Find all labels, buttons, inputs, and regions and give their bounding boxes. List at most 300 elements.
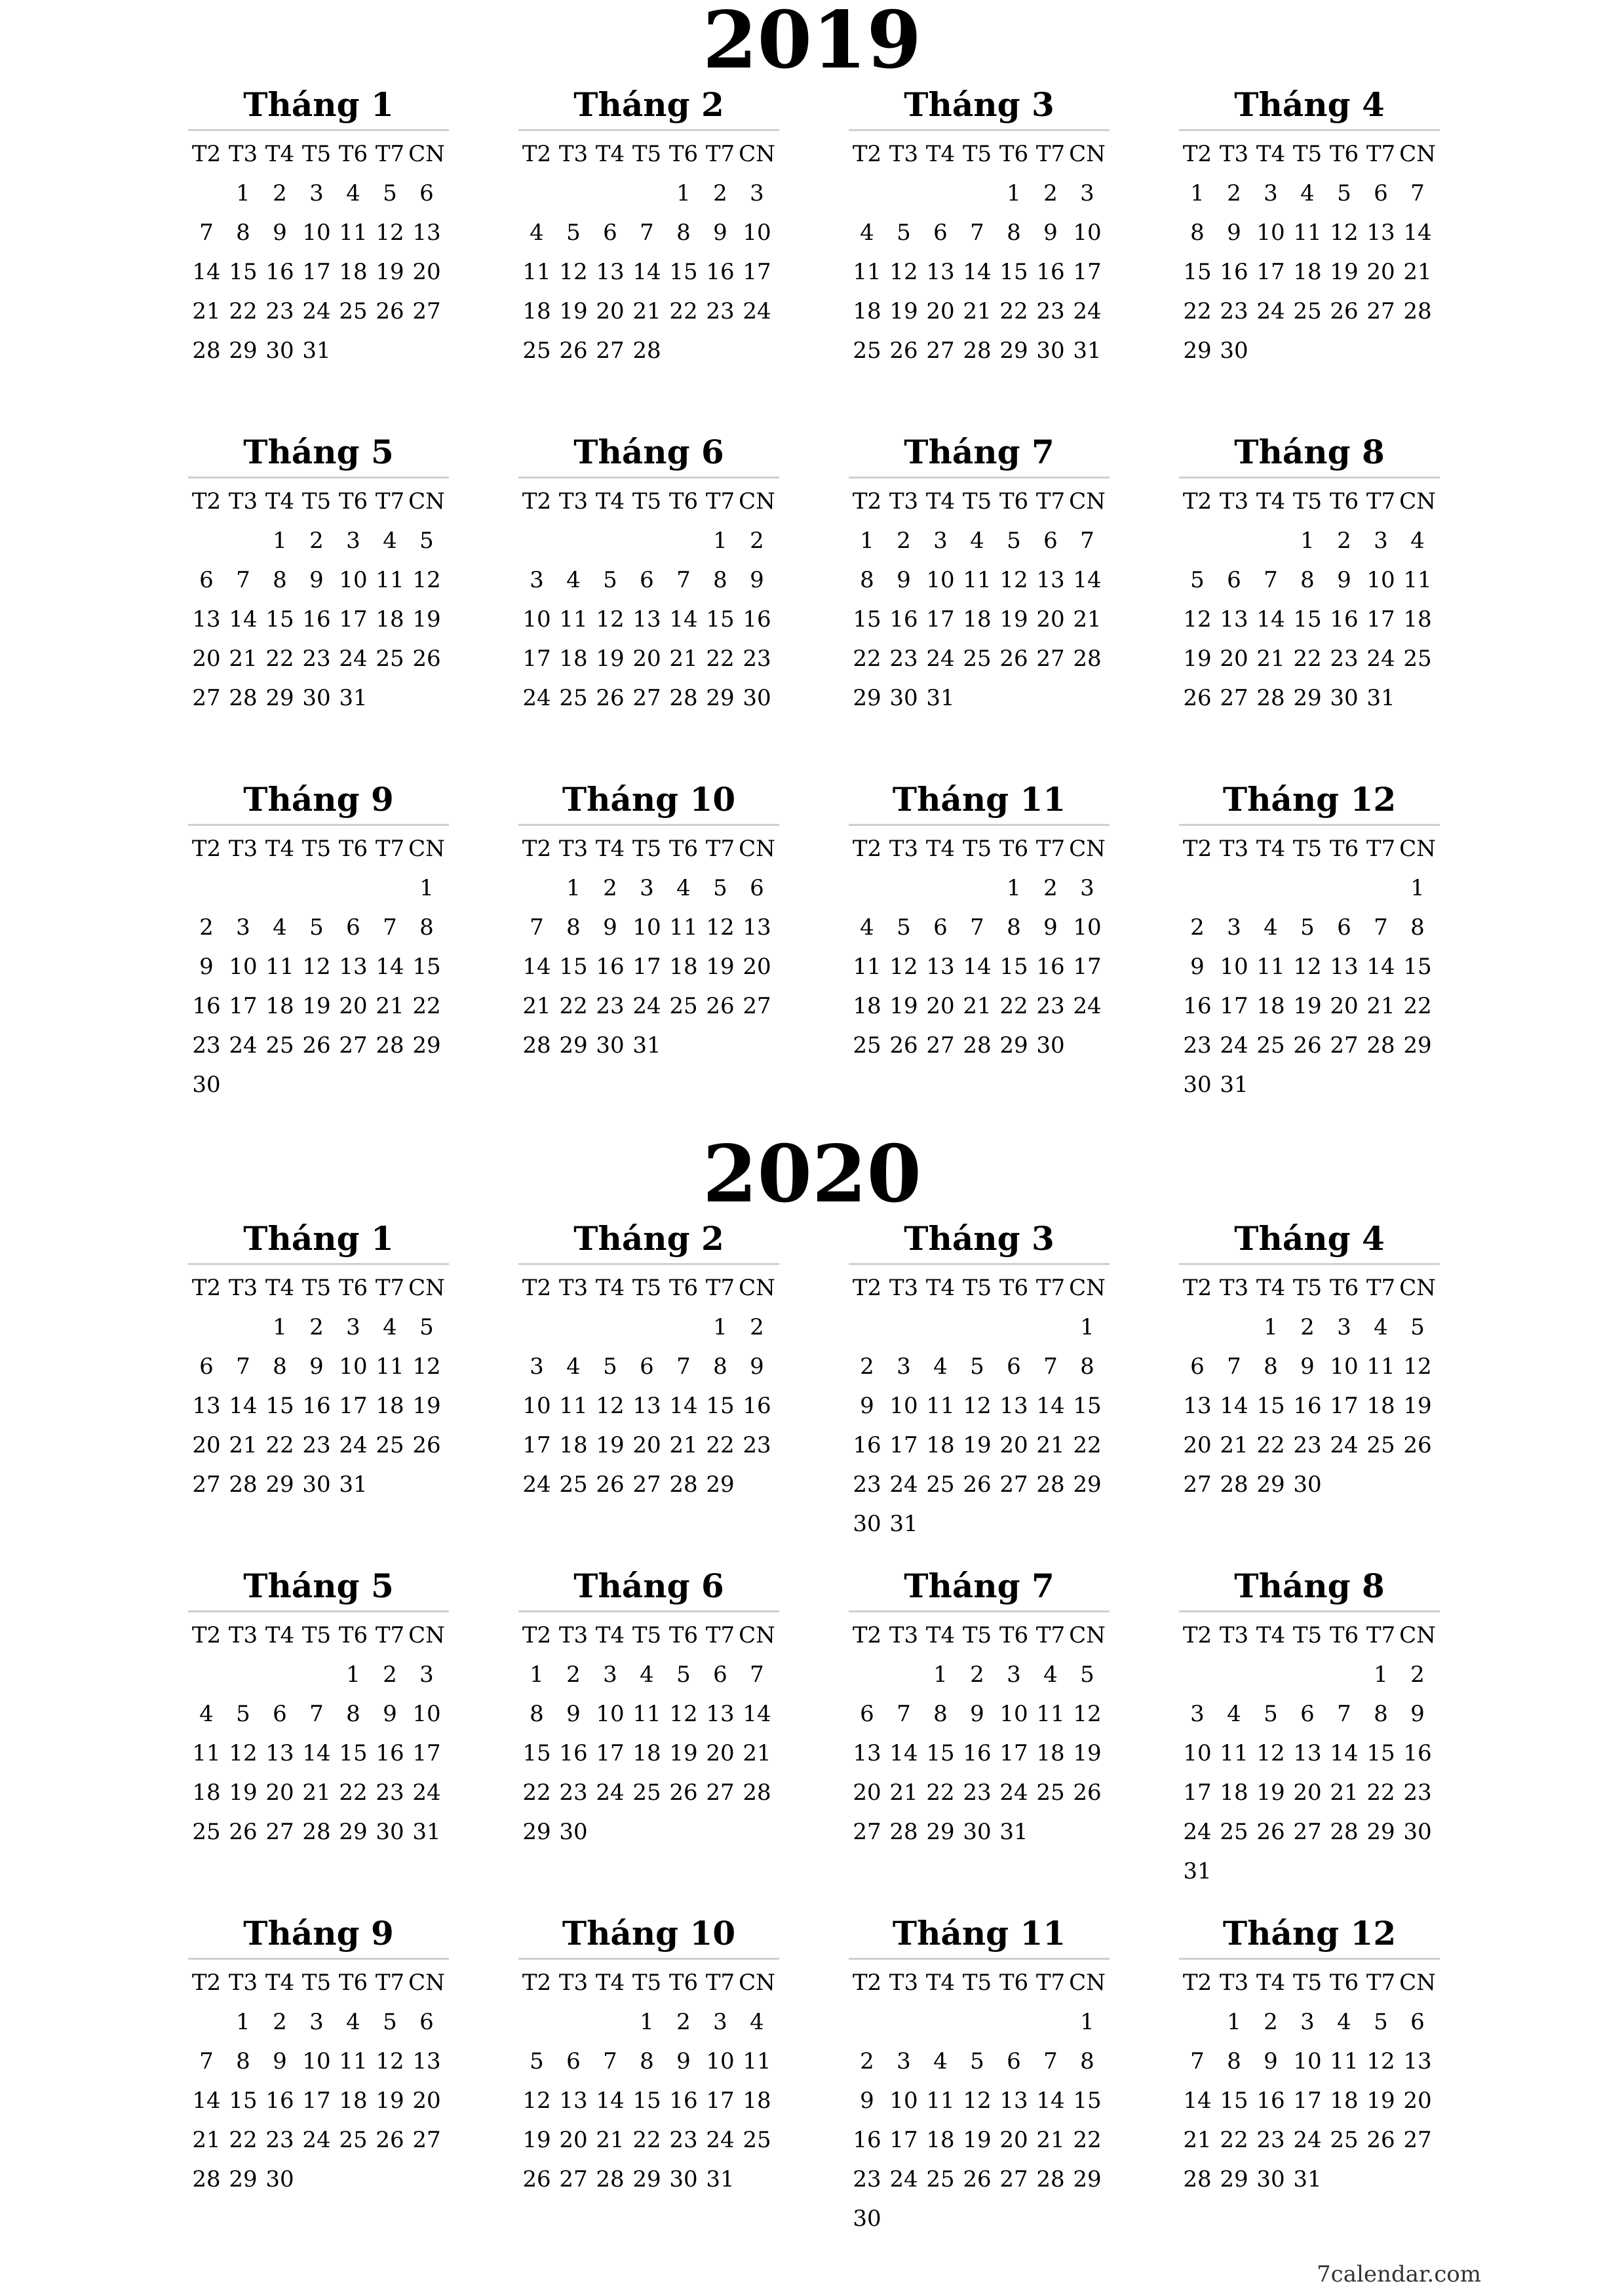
day-cell: 27 [1330,1032,1359,1059]
day-cell: 17 [1183,1780,1212,1806]
day-cell: 8 [273,1353,287,1380]
day-cell: 27 [706,1780,735,1806]
day-cell: 12 [963,1393,992,1419]
weekday-label: T4 [1256,836,1286,862]
weekday-label: T5 [1292,1970,1323,1996]
month-block [849,1219,1110,1537]
day-cell: 20 [596,298,625,324]
day-cell: 17 [926,606,955,632]
day-cell: 7 [970,220,984,246]
day-cell: 27 [999,2166,1028,2192]
day-cell: 28 [1366,1032,1395,1059]
weekday-label: T7 [705,1275,735,1301]
day-cell: 22 [706,646,735,672]
day-cell: 18 [559,646,588,672]
day-cell: 12 [1256,1740,1285,1766]
day-cell: 31 [302,338,331,364]
day-cell: 8 [1190,220,1205,246]
day-cell: 4 [383,528,397,554]
month-divider [1179,824,1440,826]
day-cell: 4 [860,914,874,941]
weekday-label: T4 [925,1622,956,1648]
day-cell: 2 [713,180,727,206]
day-cell: 6 [640,1353,654,1380]
day-cell: 1 [640,2009,654,2035]
day-cell: 13 [999,2088,1028,2114]
day-cell: 5 [1190,567,1205,593]
day-cell: 21 [192,2127,221,2153]
day-cell: 29 [1256,1471,1285,1498]
day-cell: 17 [889,2127,918,2153]
day-cell: 1 [346,1662,360,1688]
weekday-label: T6 [999,836,1029,862]
day-cell: 10 [926,567,955,593]
day-cell: 1 [530,1662,544,1688]
day-cell: 8 [1300,567,1315,593]
day-cell: 5 [236,1701,250,1727]
day-cell: 26 [1366,2127,1395,2153]
day-cell: 23 [706,298,735,324]
day-cell: 29 [632,2166,661,2192]
day-cell: 3 [1080,875,1094,901]
weekday-label: CN [1069,836,1106,862]
day-cell: 26 [596,1471,625,1498]
day-cell: 14 [1073,567,1102,593]
day-cell: 24 [522,1471,551,1498]
day-cell: 7 [750,1662,764,1688]
day-cell: 15 [1073,2088,1102,2114]
day-cell: 5 [897,914,911,941]
day-cell: 30 [302,685,331,711]
day-cell: 11 [559,1393,588,1419]
day-cell: 5 [970,1353,984,1380]
day-cell: 29 [1293,685,1322,711]
day-cell: 31 [1183,1858,1212,1884]
weekday-label: T3 [228,1622,258,1648]
weekday-label: T2 [522,488,552,515]
weekday-label: T5 [301,1622,332,1648]
day-cell: 15 [229,2088,258,2114]
day-cell: 2 [1227,180,1241,206]
weekday-label: T3 [889,836,919,862]
day-cell: 31 [339,1471,368,1498]
day-cell: 19 [1403,1393,1432,1419]
day-cell: 19 [963,2127,992,2153]
month-name: Tháng 11 [892,780,1066,819]
day-cell: 19 [412,606,441,632]
day-cell: 16 [669,2088,698,2114]
weekday-label: T6 [668,1275,699,1301]
month-block [518,1219,779,1524]
day-cell: 7 [1190,2048,1205,2074]
day-cell: 11 [1293,220,1322,246]
day-cell: 13 [412,220,441,246]
month-divider [1179,129,1440,131]
day-cell: 19 [1073,1740,1102,1766]
day-cell: 12 [669,1701,698,1727]
day-cell: 23 [889,646,918,672]
day-cell: 7 [236,567,250,593]
day-cell: 24 [1073,993,1102,1019]
day-cell: 11 [376,1353,404,1380]
weekday-label: T6 [668,836,699,862]
weekday-label: T6 [668,141,699,167]
weekday-label: T5 [962,1275,992,1301]
weekday-label: T7 [1366,1275,1396,1301]
day-cell: 19 [1330,259,1359,285]
month-divider [849,1610,1110,1612]
day-cell: 27 [632,1471,661,1498]
day-cell: 14 [192,2088,221,2114]
day-cell: 14 [1256,606,1285,632]
day-cell: 26 [999,646,1028,672]
weekday-label: T4 [595,836,625,862]
day-cell: 10 [302,220,331,246]
weekday-label: T6 [338,1275,368,1301]
day-cell: 17 [632,954,661,980]
weekday-label: T2 [1182,836,1212,862]
day-cell: 10 [412,1701,441,1727]
day-cell: 13 [412,2048,441,2074]
day-cell: 14 [192,259,221,285]
day-cell: 31 [1366,685,1395,711]
day-cell: 23 [853,2166,881,2192]
weekday-label: T2 [522,141,552,167]
day-cell: 20 [265,1780,294,1806]
weekday-label: T3 [228,141,258,167]
day-cell: 4 [860,220,874,246]
day-cell: 27 [339,1032,368,1059]
day-cell: 27 [559,2166,588,2192]
weekday-label: T6 [1329,141,1359,167]
weekday-label: T2 [522,836,552,862]
day-cell: 15 [559,954,588,980]
day-cell: 22 [999,993,1028,1019]
month-name: Tháng 7 [904,433,1054,471]
day-cell: 16 [192,993,221,1019]
weekday-label: CN [1069,141,1106,167]
day-cell: 3 [309,180,324,206]
day-cell: 26 [1256,1819,1285,1845]
day-cell: 21 [632,298,661,324]
day-cell: 18 [376,606,404,632]
day-cell: 25 [743,2127,771,2153]
day-cell: 2 [1043,875,1058,901]
day-cell: 24 [302,2127,331,2153]
day-cell: 30 [376,1819,404,1845]
day-cell: 31 [706,2166,735,2192]
weekday-label: T7 [375,1970,405,1996]
day-cell: 14 [669,606,698,632]
weekday-label: T7 [1035,1622,1066,1648]
day-cell: 12 [376,2048,404,2074]
day-cell: 5 [383,180,397,206]
month-name: Tháng 10 [562,1914,736,1953]
weekday-label: T7 [1366,141,1396,167]
day-cell: 5 [419,1314,434,1340]
day-cell: 22 [1293,646,1322,672]
day-cell: 29 [229,2166,258,2192]
day-cell: 3 [1007,1662,1021,1688]
day-cell: 11 [669,914,698,941]
day-cell: 26 [302,1032,331,1059]
day-cell: 28 [743,1780,771,1806]
day-cell: 7 [1337,1701,1351,1727]
day-cell: 22 [1220,2127,1248,2153]
day-cell: 24 [706,2127,735,2153]
year-title: 2020 [703,1128,921,1220]
day-cell: 16 [1256,2088,1285,2114]
day-cell: 12 [999,567,1028,593]
day-cell: 4 [1337,2009,1351,2035]
day-cell: 16 [963,1740,992,1766]
weekday-label: T7 [1366,1622,1396,1648]
day-cell: 3 [236,914,250,941]
weekday-label: T4 [265,488,295,515]
month-divider [188,477,449,478]
day-cell: 4 [933,1353,948,1380]
weekday-label: CN [739,1622,775,1648]
day-cell: 2 [676,2009,691,2035]
month-block [1179,85,1440,390]
day-cell: 16 [1220,259,1248,285]
day-cell: 7 [199,2048,214,2074]
day-cell: 14 [1183,2088,1212,2114]
day-cell: 8 [419,914,434,941]
day-cell: 25 [1293,298,1322,324]
day-cell: 8 [1227,2048,1241,2074]
month-divider [518,1958,779,1960]
day-cell: 8 [713,567,727,593]
day-cell: 10 [743,220,771,246]
day-cell: 11 [963,567,992,593]
day-cell: 7 [530,914,544,941]
month-name: Tháng 12 [1222,780,1397,819]
day-cell: 25 [339,298,368,324]
day-cell: 10 [1366,567,1395,593]
weekday-label: T6 [999,141,1029,167]
day-cell: 7 [1264,567,1278,593]
day-cell: 15 [412,954,441,980]
day-cell: 18 [376,1393,404,1419]
day-cell: 28 [229,685,258,711]
day-cell: 14 [963,954,992,980]
day-cell: 3 [750,180,764,206]
month-divider [849,477,1110,478]
day-cell: 7 [383,914,397,941]
day-cell: 13 [999,1393,1028,1419]
day-cell: 17 [1220,993,1248,1019]
weekday-label: CN [408,1970,445,1996]
day-cell: 16 [1036,954,1065,980]
day-cell: 26 [522,2166,551,2192]
day-cell: 19 [229,1780,258,1806]
day-cell: 9 [1410,1701,1425,1727]
weekday-label: CN [739,488,775,515]
day-cell: 23 [192,1032,221,1059]
day-cell: 10 [1073,220,1102,246]
day-cell: 25 [192,1819,221,1845]
day-cell: 13 [1036,567,1065,593]
day-cell: 7 [1080,528,1094,554]
day-cell: 30 [265,338,294,364]
day-cell: 12 [1366,2048,1395,2074]
weekday-label: T3 [889,488,919,515]
day-cell: 15 [999,954,1028,980]
day-cell: 4 [530,220,544,246]
day-cell: 16 [743,1393,771,1419]
day-cell: 12 [376,220,404,246]
day-cell: 24 [1220,1032,1248,1059]
day-cell: 29 [265,1471,294,1498]
weekday-label: T2 [852,488,882,515]
day-cell: 14 [1036,1393,1065,1419]
day-cell: 5 [419,528,434,554]
month-divider [518,1610,779,1612]
day-cell: 2 [1410,1662,1425,1688]
day-cell: 16 [706,259,735,285]
weekday-label: T3 [228,1275,258,1301]
weekday-label: CN [1069,1275,1106,1301]
day-cell: 8 [530,1701,544,1727]
day-cell: 28 [1073,646,1102,672]
day-cell: 30 [889,685,918,711]
day-cell: 25 [376,646,404,672]
day-cell: 4 [1374,1314,1388,1340]
day-cell: 8 [346,1701,360,1727]
day-cell: 14 [1036,2088,1065,2114]
day-cell: 9 [309,567,324,593]
day-cell: 2 [750,528,764,554]
day-cell: 11 [1330,2048,1359,2074]
day-cell: 18 [1256,993,1285,1019]
day-cell: 24 [999,1780,1028,1806]
day-cell: 31 [1293,2166,1322,2192]
day-cell: 6 [1043,528,1058,554]
day-cell: 6 [419,180,434,206]
weekday-label: T5 [962,488,992,515]
day-cell: 6 [640,567,654,593]
day-cell: 16 [1330,606,1359,632]
month-name: Tháng 2 [573,85,724,124]
month-name: Tháng 11 [892,1914,1066,1953]
day-cell: 18 [522,298,551,324]
day-cell: 6 [199,567,214,593]
weekday-label: T6 [999,1275,1029,1301]
month-block [518,780,779,1085]
day-cell: 13 [1366,220,1395,246]
day-cell: 3 [640,875,654,901]
weekday-label: T3 [1219,1275,1249,1301]
day-cell: 20 [1403,2088,1432,2114]
day-cell: 11 [1403,567,1432,593]
weekday-label: T5 [301,488,332,515]
day-cell: 11 [339,2048,368,2074]
day-cell: 1 [1190,180,1205,206]
day-cell: 20 [1036,606,1065,632]
weekday-label: T7 [705,1622,735,1648]
day-cell: 22 [1183,298,1212,324]
day-cell: 28 [1330,1819,1359,1845]
day-cell: 1 [1080,1314,1094,1340]
day-cell: 1 [1080,2009,1094,2035]
day-cell: 22 [1403,993,1432,1019]
day-cell: 21 [522,993,551,1019]
day-cell: 20 [632,1432,661,1458]
month-divider [849,1958,1110,1960]
day-cell: 14 [889,1740,918,1766]
day-cell: 5 [713,875,727,901]
day-cell: 8 [860,567,874,593]
day-cell: 6 [603,220,617,246]
watermark: 7calendar.com [1317,2261,1481,2287]
day-cell: 24 [1256,298,1285,324]
day-cell: 27 [265,1819,294,1845]
day-cell: 19 [596,646,625,672]
day-cell: 13 [1403,2048,1432,2074]
day-cell: 3 [1190,1701,1205,1727]
day-cell: 2 [1043,180,1058,206]
weekday-label: T3 [558,488,589,515]
day-cell: 25 [963,646,992,672]
day-cell: 13 [1330,954,1359,980]
month-divider [518,477,779,478]
day-cell: 2 [383,1662,397,1688]
day-cell: 27 [1293,1819,1322,1845]
day-cell: 8 [236,2048,250,2074]
day-cell: 15 [1293,606,1322,632]
day-cell: 10 [632,914,661,941]
day-cell: 20 [999,2127,1028,2153]
weekday-label: T2 [191,1275,222,1301]
day-cell: 27 [926,1032,955,1059]
day-cell: 9 [860,2088,874,2114]
day-cell: 6 [1007,1353,1021,1380]
day-cell: 18 [963,606,992,632]
month-divider [188,1610,449,1612]
day-cell: 28 [192,2166,221,2192]
weekday-label: T5 [1292,1275,1323,1301]
month-block [188,1914,449,2219]
month-block [1179,780,1440,1098]
month-block [188,780,449,1098]
day-cell: 19 [302,993,331,1019]
day-cell: 25 [1220,1819,1248,1845]
month-block [1179,1914,1440,2219]
month-block [518,1914,779,2219]
day-cell: 23 [1036,993,1065,1019]
day-cell: 18 [1036,1740,1065,1766]
day-cell: 1 [1374,1662,1388,1688]
month-divider [1179,1958,1440,1960]
day-cell: 26 [1073,1780,1102,1806]
day-cell: 3 [530,1353,544,1380]
day-cell: 28 [1036,2166,1065,2192]
day-cell: 4 [1264,914,1278,941]
day-cell: 23 [963,1780,992,1806]
month-block [518,433,779,737]
day-cell: 17 [522,646,551,672]
day-cell: 15 [229,259,258,285]
month-divider [188,824,449,826]
day-cell: 9 [566,1701,581,1727]
day-cell: 10 [339,567,368,593]
weekday-label: T6 [668,488,699,515]
day-cell: 10 [522,606,551,632]
weekday-label: T3 [1219,488,1249,515]
day-cell: 2 [309,1314,324,1340]
day-cell: 27 [192,1471,221,1498]
